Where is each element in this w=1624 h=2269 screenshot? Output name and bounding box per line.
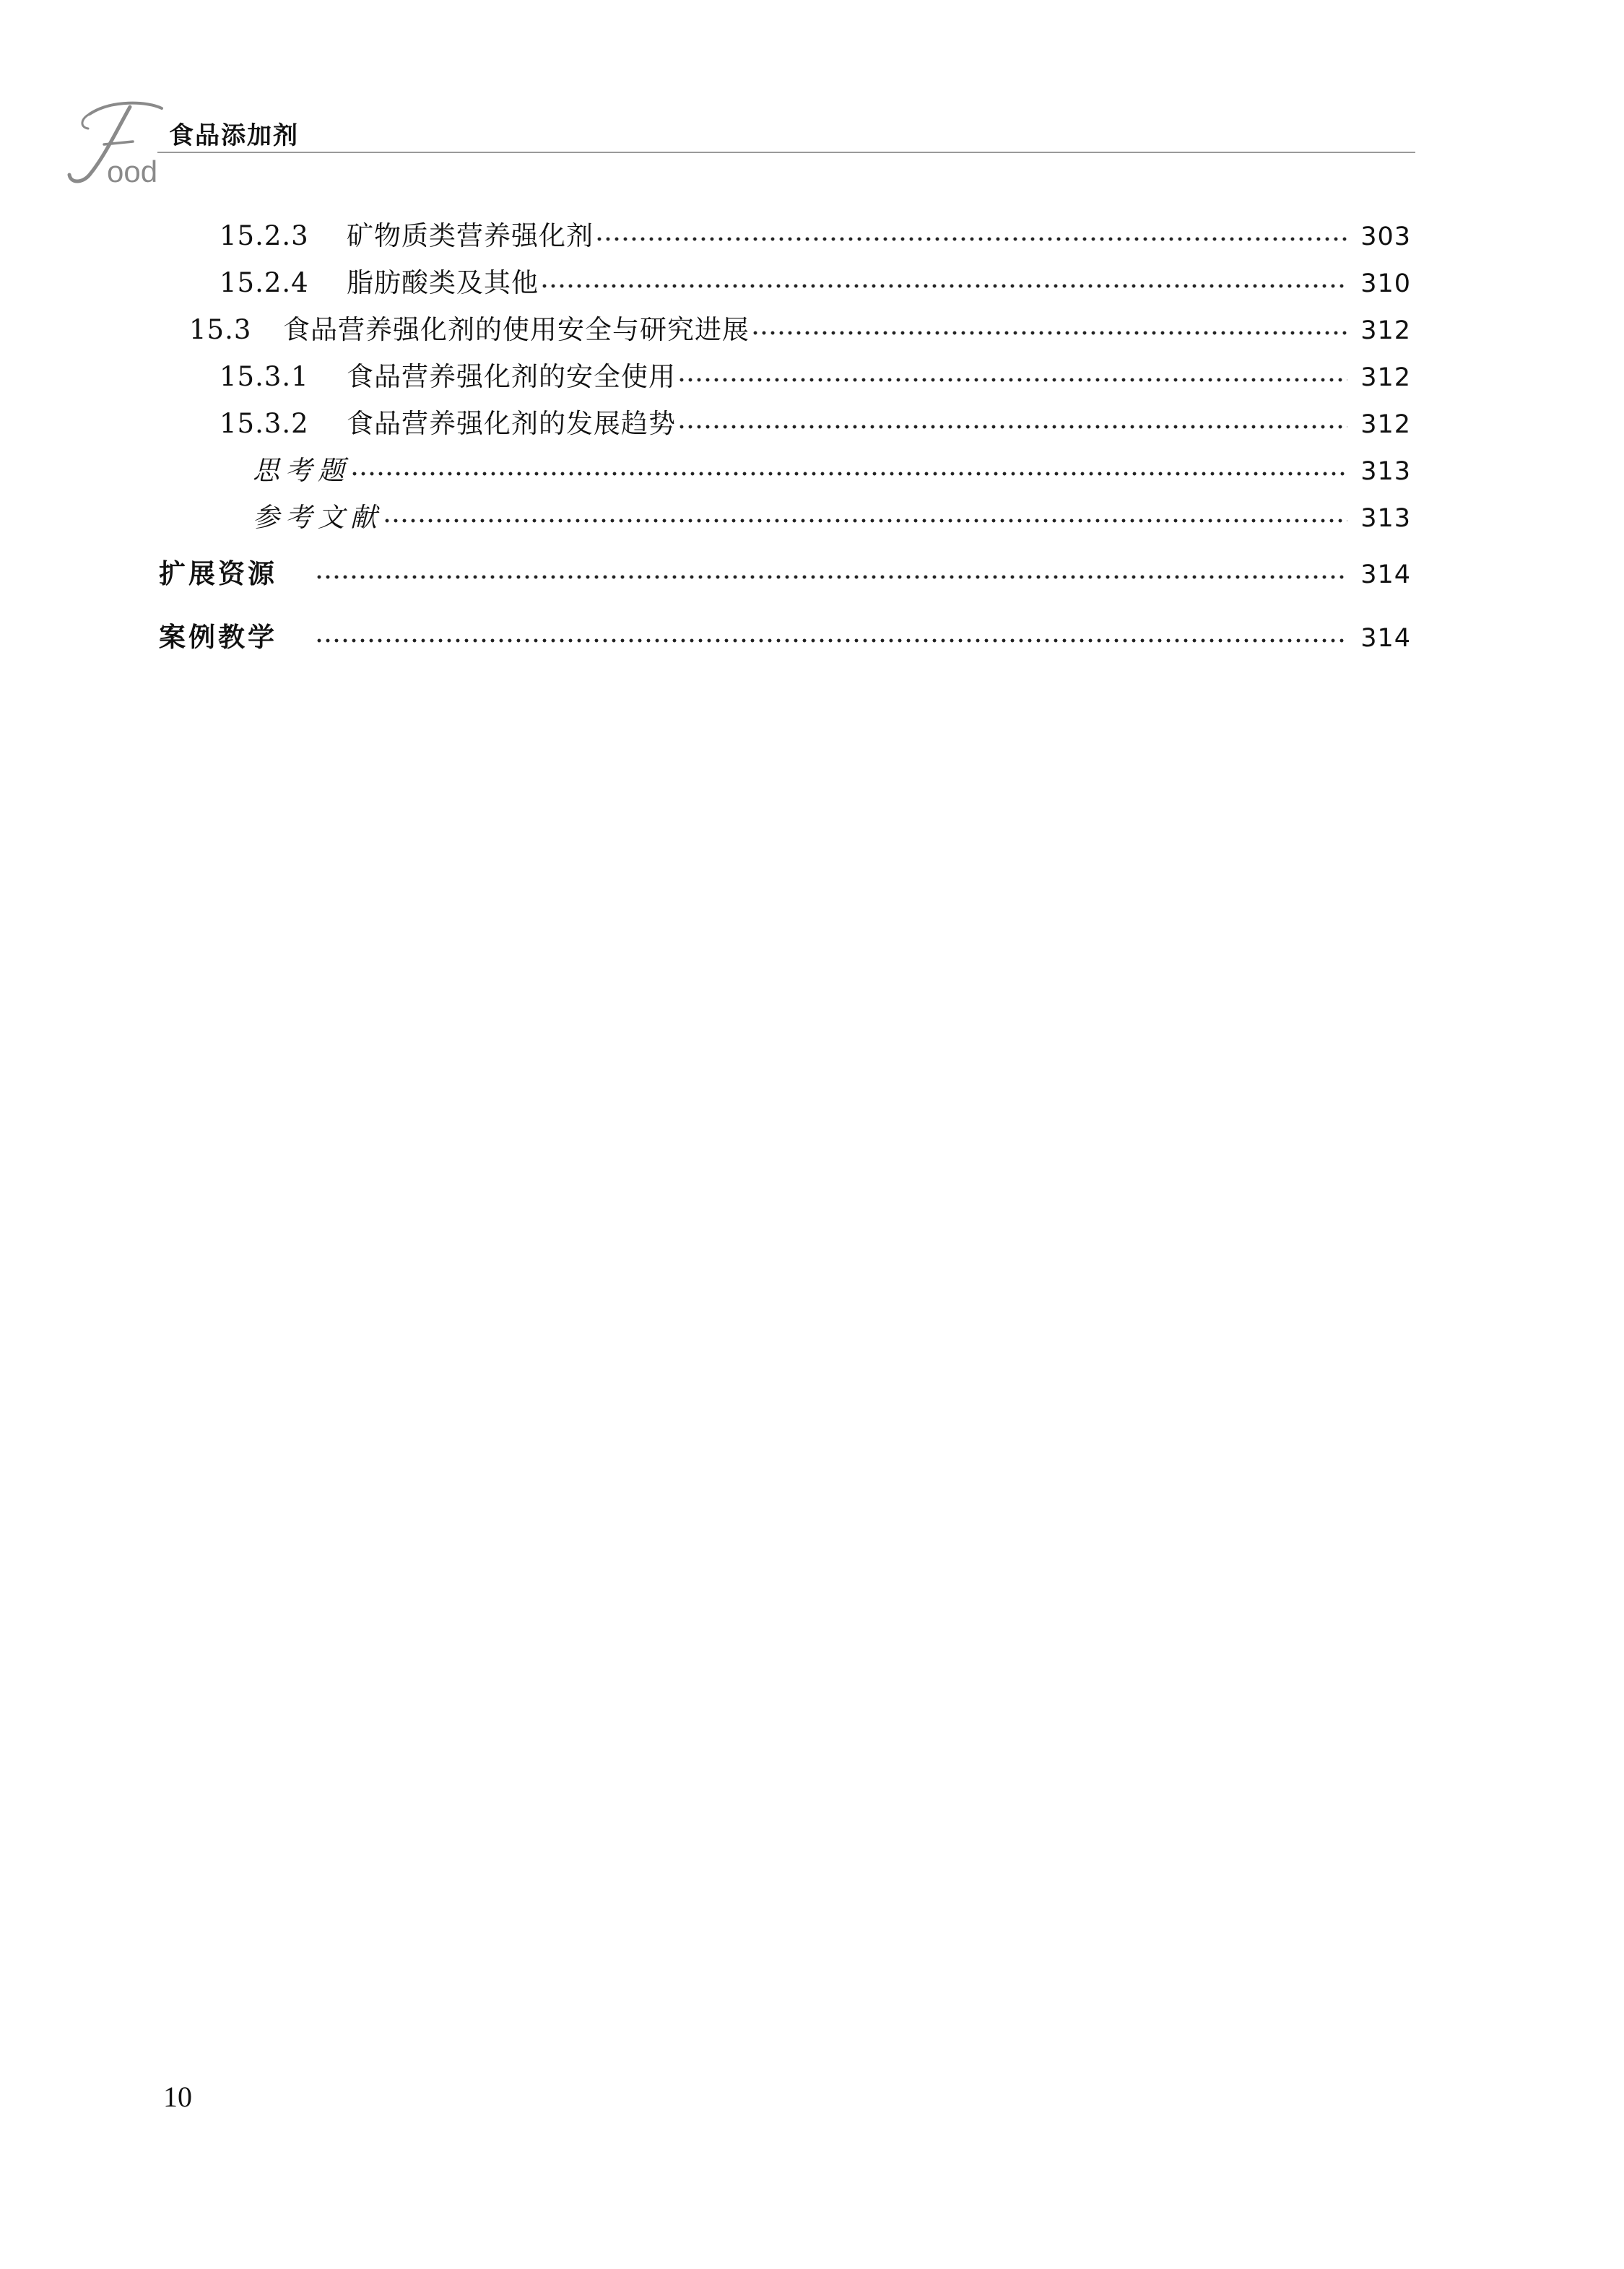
toc-page-number: 303 (1360, 222, 1411, 251)
toc-leader-dots (751, 329, 1347, 337)
toc-leader-dots (315, 573, 1347, 581)
toc-entry[interactable] (253, 453, 1411, 489)
toc-title: 案例教学 (159, 622, 277, 653)
toc-page-number: 314 (1360, 560, 1411, 589)
toc-leader-dots (383, 516, 1347, 525)
toc-number: 15.3.2 (220, 408, 309, 439)
toc-title: 食品营养强化剂的发展趋势 (347, 408, 676, 439)
toc-title: 矿物质类营养强化剂 (347, 220, 594, 251)
toc-leader-dots (677, 376, 1347, 384)
toc-leader-dots (540, 282, 1347, 290)
toc-title: 思考题 (253, 455, 350, 486)
toc-leader-dots (677, 422, 1347, 431)
toc-title: 参考文献 (253, 502, 383, 533)
toc-page-number: 312 (1360, 410, 1411, 439)
toc-title: 扩展资源 (159, 558, 277, 589)
toc-entry[interactable] (220, 359, 1411, 395)
toc-title: 食品营养强化剂的安全使用 (347, 361, 676, 392)
toc-entry[interactable] (159, 620, 1411, 656)
toc-number: 15.2.3 (220, 220, 309, 251)
toc-page-number: 312 (1360, 316, 1411, 345)
toc-entry[interactable] (159, 556, 1411, 592)
page-number: 10 (163, 2081, 192, 2113)
toc-page-number: 314 (1360, 624, 1411, 653)
toc-leader-dots (595, 235, 1347, 243)
logo-text: ood (107, 155, 158, 188)
toc-page-number: 310 (1360, 269, 1411, 298)
toc-page-number: 312 (1360, 363, 1411, 392)
food-logo (61, 94, 169, 188)
toc-leader-dots (350, 469, 1347, 478)
header-rule (157, 152, 1415, 153)
header-title: 食品添加剂 (169, 121, 299, 150)
toc-entry[interactable] (220, 406, 1411, 442)
toc-entry[interactable] (220, 218, 1411, 254)
toc-page-number: 313 (1360, 457, 1411, 486)
toc-entry[interactable] (189, 312, 1411, 348)
running-header (61, 94, 1415, 195)
toc-title: 食品营养强化剂的使用安全与研究进展 (283, 314, 750, 345)
toc-entry[interactable] (253, 500, 1411, 536)
toc-title: 脂肪酸类及其他 (347, 267, 539, 298)
toc-entry[interactable] (220, 265, 1411, 301)
toc-leader-dots (315, 636, 1347, 645)
toc-number: 15.3.1 (220, 361, 309, 392)
toc-number: 15.3 (189, 314, 252, 345)
toc-number: 15.2.4 (220, 267, 309, 298)
toc-page-number: 313 (1360, 504, 1411, 533)
